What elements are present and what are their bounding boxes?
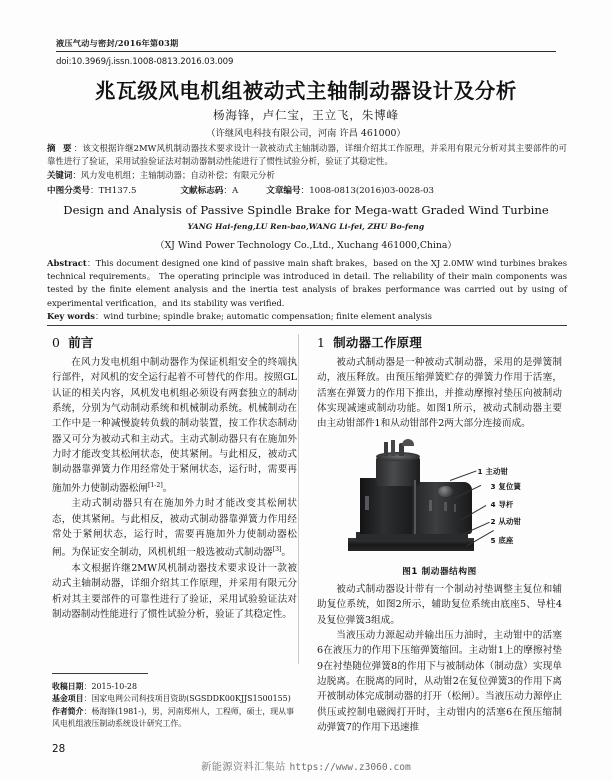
- footnote-received-label: 收稿日期: [52, 682, 84, 691]
- footnote-author-value: ：杨海锋(1981-)，男，河南郑州人，工程师，硕士，现从事风电机组液压制动系统设计研究工作。: [52, 706, 294, 729]
- affiliation-cn: （许继风电科技有限公司，河南 许昌 461000）: [206, 128, 406, 139]
- keywords-cn-text: ：风力发电机组；主轴制动器；自动补偿；有限元分析: [72, 170, 275, 180]
- paragraph: 当液压动力源起动并输出压力油时，主动钳中的活塞6在液压力的作用下压缩弹簧缩回。主动钳1上的摩擦衬垫9在衬垫随位弹簧8的作用下与被制动体（制动盘）实现单边脱离。在脱离的同时，从动钳2在复位弹簧3的作用下离开被制动体完成制动器的打开（松闸）。当液压动力源停止供压或控制电磁阀打开时，主动钳内的活塞6在预压缩制动弹簧7的作用下迅速推: [317, 630, 562, 734]
- figure-label-return-spring: 3 复位簧: [490, 481, 522, 491]
- keywords-cn-label: 关键词: [47, 170, 73, 180]
- artnum-value: ：1008-0813(2016)03-0028-03: [300, 186, 434, 196]
- column-separator-rule: [298, 334, 299, 664]
- brake-cylinder-top-shape: [376, 452, 420, 461]
- figure-brake-structure: [317, 438, 562, 580]
- section-number-intro: 0: [52, 335, 61, 350]
- brake-slot-shape: [454, 504, 456, 512]
- brake-slot-shape: [365, 496, 369, 510]
- section-title-principle: 制动器工作原理: [333, 335, 423, 350]
- watermark-url: https://www.z3060.com: [289, 762, 411, 773]
- paragraph: 被动式制动器设计带有一个制动衬垫调整主复位和辅助复位系统，如图2所示，辅助复位系统由底座5、导柱4及复位弹簧3组成。: [317, 584, 562, 626]
- page-title: 兆瓦级风电机组被动式主轴制动器设计及分析: [95, 79, 517, 103]
- keywords-en: [47, 310, 567, 322]
- paragraph: 本文根据许继2MW风机制动器技术要求设计一款被动式主轴制动器，详细介绍其工作原理，并采用有限元分析对其主要部件的可靠性进行了验证，采用试验验证法对制动器制动性能进行了惯性试验分析，验证了其稳定性。: [52, 562, 297, 620]
- page-number: 28: [52, 743, 66, 755]
- figure-image: [326, 438, 554, 562]
- abstract-en-label: Abstract: [47, 258, 87, 268]
- footnote-received: [52, 681, 299, 693]
- doccode-label: 文献标志码: [180, 186, 224, 196]
- body-column-left: [52, 334, 297, 622]
- section-title-intro: 前言: [68, 335, 94, 350]
- paragraph: 在风力发电机组中制动器作为保证机组安全的终端执行部件，对风机的安全运行起着不可替代的作用。按照GL认证的相关内容，风机发电机组必须设有两套独立的制动系统，分别为气动制动系统和机械制动系统。机械制动在工作中是一种减慢旋转负载的制动装置，按工作状态制动器又可分为被动式和主动式。主动式制动器只有在施加外力时才能改变其松闸状态，使其紧闸。与此相反，被动式制动器靠弹簧力作用经常处于紧闸状态，运行时，需要再施加外力使制动器松闸[1-2]。: [52, 357, 297, 494]
- callout-leader-line: [449, 470, 476, 480]
- figure-label-guide-rod: 4 导杆: [490, 499, 514, 509]
- brake-return-spring-knob-shape: [438, 486, 453, 497]
- affiliation-en: （XJ Wind Power Technology Co.,Ltd., Xuchang 461000,China）: [155, 240, 457, 251]
- clc-label: 中图分类号: [47, 186, 90, 196]
- doi-line: doi:10.3969/j.issn.1008-0813.2016.03.009: [56, 57, 234, 67]
- footnote-rule: [52, 673, 148, 674]
- abstract-en: [47, 257, 567, 310]
- paragraph: 被动式制动器是一种被动式制动器，采用的是弹簧制动，液压释放。由预压缩弹簧贮存的弹簧力作用于活塞，活塞在弹簧力的作用下推出，并推动摩擦衬垫压向被制动体实现减速或制动功能。如图1所示，被动式制动器主要由主动钳部件1和从动钳部件2两大部分连接而成。: [317, 357, 562, 430]
- footnote-block: [52, 681, 299, 731]
- author-list-cn: 杨海锋，卢仁宝，王立飞，朱博峰: [213, 108, 399, 122]
- abstract-cn: [47, 142, 567, 167]
- keywords-en-text: ：wind turbine; spindle brake; automatic compensation; finite element analysis: [94, 311, 432, 321]
- body-column-right: [317, 334, 562, 736]
- abstract-en-text: ：This document designed one kind of passive main shaft brakes，based on the XJ 2.0MW wind turbines brakes technical requirements。 The operating principle was introduced in detail. The reliability of their main components was tested by the finite element analysis and the inertia test analysis of brakes performance was carried out by using of experimental verification，and its stability was verified.: [47, 258, 567, 308]
- classification-line: [47, 184, 567, 196]
- brake-slot-shape: [429, 500, 432, 511]
- paragraph-text: 主动式制动器只有在施加外力时才能改变其松闸状态，使其紧闸。与此相反，被动式制动器靠弹簧力作用经常处于紧闸状态，运行时，需要再施加外力使制动器松闸。为保证安全制动，风机机组一般选被动式制动器: [52, 498, 297, 559]
- abstract-cn-text: ：该文根据许继2MW风机制动器技术要求设计一款被动式主轴制动器，详细介绍其工作原理，并采用有限元分析对其主要部件的可靠性进行了验证，采用试验验证法对制动器制动性能进行了惯性试验分析，验证了其稳定性。: [47, 143, 567, 166]
- footnote-received-value: ：2015-10-28: [83, 682, 137, 691]
- artnum-segment: [266, 184, 434, 196]
- section-heading-intro: [52, 334, 297, 352]
- footnote-fund: [52, 693, 299, 705]
- running-head: 液压气动与密封/2016年第03期: [56, 38, 179, 48]
- reference-mark: [3]: [272, 546, 282, 554]
- figure-label-base: 5 底座: [490, 535, 514, 545]
- doccode-value: ：A: [223, 186, 239, 196]
- figure-caption: 图1 制动器结构图: [402, 566, 477, 577]
- figure-label-driving-caliper: 1 主动钳: [477, 466, 509, 476]
- brake-slot-shape: [444, 502, 447, 511]
- figure-label-driven-caliper: 2 从动钳: [490, 516, 522, 526]
- running-head-rule: [56, 51, 556, 52]
- reference-mark: [1-2]: [147, 481, 163, 489]
- clc-value: ：TH137.5: [89, 186, 137, 196]
- brake-hook-shape: [402, 439, 414, 446]
- paragraph-text: 在风力发电机组中制动器作为保证机组安全的终端执行部件，对风机的安全运行起着不可替代的作用。按照GL认证的相关内容，风机发电机组必须设有两套独立的制动系统，分别为气动制动系统和机械制动系统。机械制动在工作中是一种减慢旋转负载的制动装置，按工作状态制动器又可分为被动式和主动式。主动式制动器只有在施加外力时才能改变其松闸状态，使其紧闸。与此相反，被动式制动器靠弹簧力作用经常处于紧闸状态，运行时，需要再施加外力使制动器松闸: [52, 357, 297, 494]
- footnote-fund-value: ：国家电网公司科技项目资助(SGSDDK00KJJS1500155): [83, 694, 291, 704]
- clc-segment: [47, 184, 136, 196]
- brake-edge-shape: [414, 480, 416, 534]
- footnote-fund-label: 基金项目: [52, 694, 84, 704]
- keywords-cn: [47, 169, 567, 181]
- watermark: [0, 758, 612, 773]
- page-title-en: Design and Analysis of Passive Spindle Brake for Mega-watt Graded Wind Turbine: [63, 203, 549, 217]
- paragraph: 主动式制动器只有在施加外力时才能改变其松闸状态，使其紧闸。与此相反，被动式制动器靠弹簧力作用经常处于紧闸状态，运行时，需要再施加外力使制动器松闸。为保证安全制动，风机机组一般选被动式制动器[3]。: [52, 498, 297, 559]
- section-separator-rule: [47, 325, 567, 326]
- abstract-cn-label: 摘 要: [47, 143, 74, 153]
- watermark-site: 新能源资料汇集站: [201, 762, 286, 773]
- brake-stud-shape: [391, 440, 395, 456]
- artnum-label: 文章编号: [266, 186, 301, 196]
- brake-stud-shape: [384, 442, 388, 456]
- section-heading-principle: [317, 334, 562, 352]
- footnote-author-label: 作者简介: [52, 706, 84, 716]
- section-number-principle: 1: [317, 335, 326, 350]
- footnote-author-bio: [52, 706, 299, 731]
- keywords-en-label: Key words: [47, 311, 95, 321]
- author-list-en: YANG Hai-feng,LU Ren-bao,WANG Li-fei, ZHU Bo-feng: [187, 222, 425, 231]
- doccode-segment: [180, 184, 238, 196]
